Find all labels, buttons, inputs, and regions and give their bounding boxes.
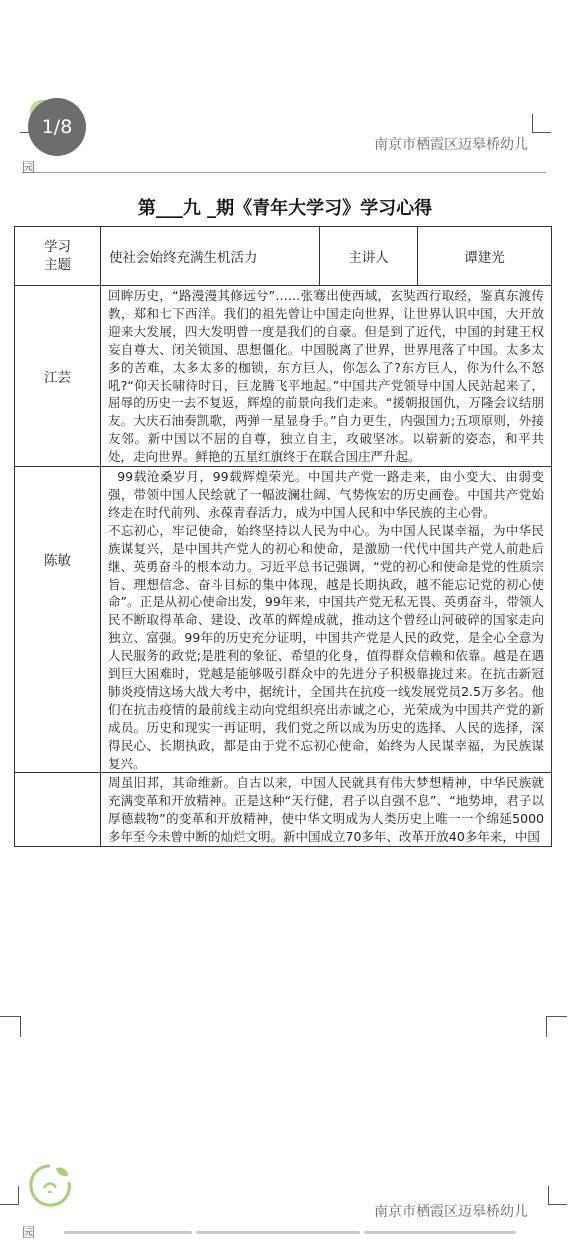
study-notes-table — [14, 226, 552, 847]
notes-cell — [101, 286, 552, 467]
corner-mark-bottom-left — [0, 1186, 19, 1205]
table-row — [15, 286, 552, 467]
corner-mark-bottom-right — [548, 1186, 567, 1205]
page-scroll-indicator[interactable] — [364, 1231, 516, 1234]
speaker-label-cell — [320, 227, 418, 286]
topic-value-cell — [101, 227, 320, 286]
author-name-cell — [15, 286, 101, 467]
header-school-name: 南京市栖霞区迈皋桥幼儿 — [374, 137, 528, 153]
topic-value: 使社会始终充满生机活力 — [109, 250, 258, 266]
corner-mark-top-right — [532, 114, 551, 133]
author-name: 陈敏 — [44, 553, 71, 570]
author-name-cell — [15, 467, 101, 773]
table-row — [15, 467, 552, 773]
author-name-cell — [15, 773, 101, 847]
page-indicator-text: 1/8 — [41, 116, 73, 138]
author-name: 江芸 — [44, 370, 71, 387]
notes-cell — [101, 467, 552, 773]
document-title: 第___九 _期《青年大学习》学习心得 — [137, 198, 433, 219]
topic-label-cell — [15, 227, 101, 286]
table-header-row — [15, 227, 552, 286]
topic-label-line1: 学习 — [44, 239, 71, 255]
notes-paragraph: 99载沧桑岁月，99载辉煌荣光。中国共产党一路走来，由小变大、由弱变强，带领中国人民绘就了一幅波澜壮阔、气势恢宏的历史画卷。中国共产党始终走在时代前列、永葆青春活力，成为中国人民和中华民族的主心骨。 — [108, 469, 544, 520]
notes-paragraph: 回眸历史，“路漫漫其修远兮”……张骞出使西域，玄奘西行取经，鉴真东渡传教，郑和七下西洋。我们的祖先曾让中国走向世界，让世界认识中国，大开放迎来大发展，四大发明曾一度是我们的自豪。但是到了近代，中国的封建王权妄自尊大、闭关锁国、思想僵化。中国脱离了世界，世界甩落了中国。太多太多的苦难，太多太多的枷锁，东方巨人，你怎么了?东方巨人，你为什么不怒吼?“仰天长啸待时日，巨龙腾飞平地起。”中国共产党领导中国人民站起来了，屈辱的历史一去不复返，辉煌的前景向我们走来。“援朝报国仇，万隆会议结朋友。大庆石油奏凯歌，两弹一星显身手。”自力更生，内强国力;五项原则，外接友邻。新中国以不屈的自尊，独立自主，攻破坚冰。以崭新的姿态，和平共处，走向世界。鲜艳的五星红旗终于在联合国庄严升起。 — [108, 288, 544, 465]
page-scroll-indicator[interactable] — [196, 1231, 360, 1234]
notes-cell — [101, 773, 552, 847]
notes-paragraph: 周虽旧邦，其命维新。自古以来，中国人民就具有伟大梦想精神，中华民族就充满变革和开放精神。正是这种“天行健，君子以自强不息”、“地势坤，君子以厚德载物”的变革和开放精神，使中华文明成为人类历史上唯一一个绵延5000多年至今未曾中断的灿烂文明。新中国成立70多年、改革开放40多年来，中国 — [108, 775, 544, 845]
notes-text — [101, 467, 551, 772]
speaker-name-cell — [418, 227, 552, 286]
page-scroll-indicator[interactable] — [64, 1231, 192, 1234]
kindergarten-logo-icon — [26, 1162, 74, 1210]
table-row — [15, 773, 552, 847]
notes-text — [101, 773, 551, 846]
header-rule — [22, 172, 546, 173]
page-indicator — [28, 98, 86, 156]
corner-mark-mid-left — [0, 1016, 21, 1037]
speaker-label: 主讲人 — [348, 250, 389, 266]
corner-mark-mid-right — [546, 1016, 567, 1037]
notes-paragraph: 不忘初心，牢记使命，始终坚持以人民为中心。为中国人民谋幸福，为中华民族谋复兴，是中国共产党人的初心和使命，是激励一代代中国共产党人前赴后继、英勇奋斗的根本动力。习近平总书记强调，“党的初心和使命是党的性质宗旨、理想信念、奋斗目标的集中体现，越是长期执政，越不能忘记党的初心使命”。正是从初心使命出发，99年来，中国共产党无私无畏、英勇奋斗，带领人民不断取得革命、建设、改革的辉煌成就，推动这个曾经山河破碎的国家走向独立、富强。99年的历史充分证明，中国共产党是人民的政党，是全心全意为人民服务的政党;是胜利的象征、希望的化身，值得群众信赖和依靠。越是在遇到巨大困难时，党越是能够吸引群众中的先进分子积极靠拢过来。在抗击新冠肺炎疫情这场大战大考中，据统计，全国共在抗疫一线发展党员2.5万多名。他们在抗击疫情的最前线主动向党组织亮出赤诚之心，光荣成为中国共产党的新成员。历史和现实一再证明，我们党之所以成为历史的选择、人民的选择，深得民心、长期执政，都是由于党不忘初心使命，始终为人民谋幸福，为民族谋复兴。 — [108, 522, 544, 771]
topic-label-line2: 主题 — [44, 257, 71, 273]
notes-text — [101, 286, 551, 466]
speaker-name: 谭建光 — [464, 250, 505, 266]
footer-school-name: 南京市栖霞区迈皋桥幼儿 — [374, 1204, 528, 1220]
header-school-name-cont: 园 — [22, 161, 36, 176]
footer-school-name-cont: 园 — [22, 1226, 36, 1241]
